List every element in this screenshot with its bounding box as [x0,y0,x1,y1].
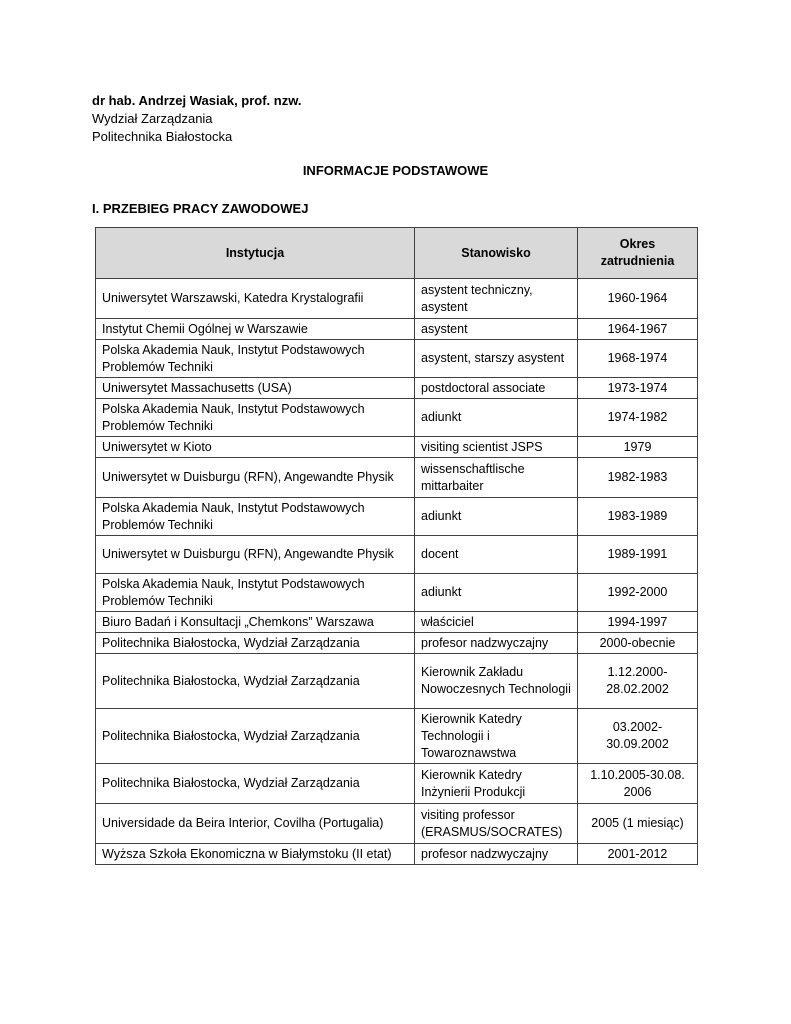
cell-position: visiting professor (ERASMUS/SOCRATES) [415,804,578,844]
table-row [96,574,698,612]
table-row [96,536,698,574]
cell-position: profesor nadzwyczajny [415,633,578,654]
cell-institution: Wyższa Szkoła Ekonomiczna w Białymstoku (II etat) [96,844,415,865]
cell-position: wissenschaftlische mittarbaiter [415,458,578,498]
cell-institution: Instytut Chemii Ogólnej w Warszawie [96,319,415,340]
cell-position: asystent [415,319,578,340]
table-row [96,319,698,340]
cell-period: 03.2002- 30.09.2002 [578,709,698,764]
cell-institution: Uniwersytet w Duisburgu (RFN), Angewandte Physik [96,458,415,498]
cell-period: 1.10.2005-30.08. 2006 [578,764,698,804]
cell-institution: Universidade da Beira Interior, Covilha (Portugalia) [96,804,415,844]
cell-position: właściciel [415,612,578,633]
cell-institution: Politechnika Białostocka, Wydział Zarządzania [96,654,415,709]
table-row [96,458,698,498]
cell-institution: Uniwersytet w Duisburgu (RFN), Angewandte Physik [96,536,415,574]
cell-position: Kierownik Zakładu Nowoczesnych Technologii [415,654,578,709]
author-university: Politechnika Białostocka [92,129,233,144]
column-header-period: Okres zatrudnienia [578,228,698,279]
cell-institution: Politechnika Białostocka, Wydział Zarządzania [96,764,415,804]
table-row [96,437,698,458]
cell-position: asystent techniczny, asystent [415,279,578,319]
author-faculty: Wydział Zarządzania [92,111,213,126]
cell-institution: Uniwersytet Warszawski, Katedra Krystalografii [96,279,415,319]
cell-position: adiunkt [415,399,578,437]
column-header-position: Stanowisko [415,228,578,279]
cell-period: 1983-1989 [578,498,698,536]
cell-position: postdoctoral associate [415,378,578,399]
cell-period: 1964-1967 [578,319,698,340]
cell-position: adiunkt [415,574,578,612]
cell-period: 1960-1964 [578,279,698,319]
table-row [96,804,698,844]
cell-institution: Polska Akademia Nauk, Instytut Podstawowych Problemów Techniki [96,574,415,612]
table-header-row [96,228,698,279]
cell-position: Kierownik Katedry Technologii i Towaroznawstwa [415,709,578,764]
table-row [96,764,698,804]
column-header-institution: Instytucja [96,228,415,279]
cell-period: 2005 (1 miesiąc) [578,804,698,844]
cell-position: Kierownik Katedry Inżynierii Produkcji [415,764,578,804]
table-row [96,340,698,378]
cell-institution: Biuro Badań i Konsultacji „Chemkons” Warszawa [96,612,415,633]
table-row [96,498,698,536]
cell-institution: Uniwersytet w Kioto [96,437,415,458]
table-row [96,612,698,633]
cell-institution: Uniwersytet Massachusetts (USA) [96,378,415,399]
employment-table [95,227,698,865]
cell-institution: Polska Akademia Nauk, Instytut Podstawowych Problemów Techniki [96,399,415,437]
section-title: I. PRZEBIEG PRACY ZAWODOWEJ [92,201,309,216]
cell-position: docent [415,536,578,574]
table-row [96,709,698,764]
cell-period: 1973-1974 [578,378,698,399]
cell-institution: Polska Akademia Nauk, Instytut Podstawowych Problemów Techniki [96,340,415,378]
cell-period: 1968-1974 [578,340,698,378]
cell-position: visiting scientist JSPS [415,437,578,458]
cell-period: 1989-1991 [578,536,698,574]
cell-institution: Politechnika Białostocka, Wydział Zarządzania [96,709,415,764]
cell-institution: Polska Akademia Nauk, Instytut Podstawowych Problemów Techniki [96,498,415,536]
cell-period: 1982-1983 [578,458,698,498]
cell-institution: Politechnika Białostocka, Wydział Zarządzania [96,633,415,654]
table-row [96,279,698,319]
cell-position: profesor nadzwyczajny [415,844,578,865]
cell-period: 1994-1997 [578,612,698,633]
cell-period: 1979 [578,437,698,458]
cell-position: asystent, starszy asystent [415,340,578,378]
cell-position: adiunkt [415,498,578,536]
table-row [96,399,698,437]
document-title: INFORMACJE PODSTAWOWE [302,163,489,178]
table-row [96,633,698,654]
table-row [96,654,698,709]
author-name: dr hab. Andrzej Wasiak, prof. nzw. [92,93,302,108]
cell-period: 2000-obecnie [578,633,698,654]
cell-period: 1.12.2000- 28.02.2002 [578,654,698,709]
cell-period: 1992-2000 [578,574,698,612]
table-row [96,378,698,399]
author-header [92,92,301,146]
table-row [96,844,698,865]
cell-period: 1974-1982 [578,399,698,437]
cell-period: 2001-2012 [578,844,698,865]
